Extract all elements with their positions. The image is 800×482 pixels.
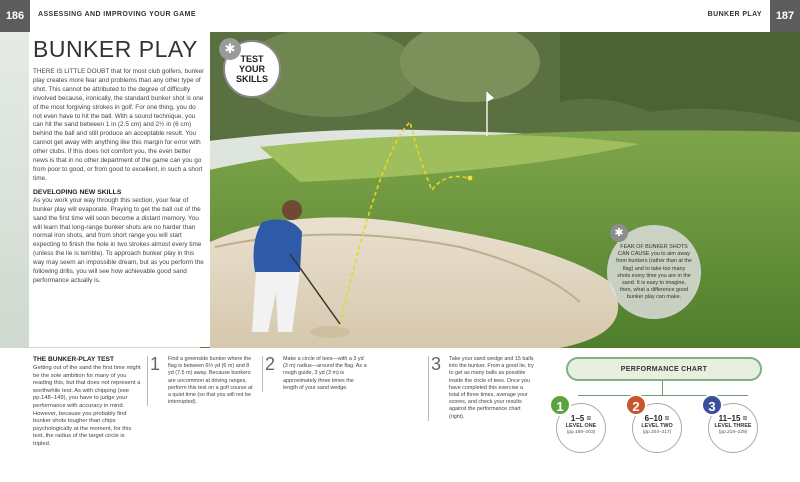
chart-connector bbox=[662, 381, 663, 395]
level-pages: (pp.218–229) bbox=[718, 430, 748, 435]
badge-line-1: TEST bbox=[240, 54, 264, 64]
performance-chart-title bbox=[566, 357, 762, 381]
test-heading: THE BUNKER-PLAY TEST bbox=[33, 356, 114, 363]
level-pages: (pp.204–217) bbox=[642, 430, 672, 435]
step-3 bbox=[428, 356, 534, 421]
step-text: Make a circle of tees—with a 3 yd (3 m) radius—around the flag. As a rough guide, 3 yd (3 m) is approximately three times the length of your sand wedge. bbox=[283, 356, 367, 391]
level-number-badge: 3 bbox=[701, 394, 723, 416]
step-text: Find a greenside bunker where the flag is between 6⅔ yd (6 m) and 8 yd (7.5 m) away. Because bunkers are uncommon at driving ranges, perform this test on a golf course at a quiet time (so that you will not be interrupted). bbox=[168, 356, 253, 406]
page-header bbox=[0, 0, 800, 32]
level-range: 6–10 = bbox=[644, 414, 670, 423]
bottom-section bbox=[0, 348, 800, 482]
level-three-circle bbox=[708, 399, 758, 453]
intro-panel bbox=[29, 32, 210, 347]
performance-chart-label: PERFORMANCE CHART bbox=[620, 365, 708, 373]
right-page-number: 187 bbox=[770, 0, 800, 32]
level-pages: (pp.188–203) bbox=[566, 430, 596, 435]
step-2 bbox=[262, 356, 368, 392]
step-text: Take your sand wedge and 15 balls into the bunker. From a good lie, try to get as many balls as possible inside the circle of tees. Once you have completed this exercise a total of three times, average your scores, and check your results against the performance chart (right). bbox=[449, 356, 534, 420]
badge-line-2: YOUR bbox=[238, 64, 265, 74]
test-text: Getting out of the sand the first time might be the sole ambition for many of you reading this, but that does not represent a worthwhile test. As with chipping (see pp.148–149), you have to judge your performance with accuracy in mind. However, because you probably find bunker shots tougher than chips psychologically at the moment, for this test, the radius of the target circle is tripled. bbox=[33, 365, 141, 447]
asterisk-icon: ✱ bbox=[219, 38, 241, 60]
bunker-play-test bbox=[33, 356, 143, 449]
test-your-skills-badge bbox=[223, 40, 281, 98]
level-name: LEVEL TWO bbox=[641, 423, 673, 429]
step-1 bbox=[147, 356, 253, 406]
level-name: LEVEL ONE bbox=[565, 423, 597, 429]
asterisk-icon: ✱ bbox=[610, 224, 628, 242]
level-name: LEVEL THREE bbox=[714, 423, 752, 429]
level-two-circle bbox=[632, 399, 682, 453]
right-running-title: BUNKER PLAY bbox=[707, 11, 762, 18]
step-number: 2 bbox=[265, 354, 276, 374]
skills-paragraph: As you work your way through this section, your fear of bunker play will evaporate. Praying to get the ball out of the sand the first time will soon become a distant memory. You will learn that long-range bunker shots are no harder than normal iron shots, and from short range you will start expecting to finish the hole in two strokes almost every time (unless the lie is terrible). To approach bunker play in this way may seem an impossible dream, but as you perform the following drills, you will see how achievable good sand performance actually is. bbox=[33, 196, 204, 284]
badge-line-3: SKILLS bbox=[235, 74, 268, 84]
level-range: 1–5 = bbox=[570, 414, 592, 423]
left-page-number: 186 bbox=[0, 0, 30, 32]
left-running-title: ASSESSING AND IMPROVING YOUR GAME bbox=[38, 11, 196, 18]
step-number: 1 bbox=[150, 354, 161, 374]
level-one-circle bbox=[556, 399, 606, 453]
section-subhead: DEVELOPING NEW SKILLS bbox=[33, 188, 122, 196]
level-number-badge: 1 bbox=[549, 394, 571, 416]
intro-paragraph: THERE IS LITTLE DOUBT that for most club golfers, bunker play creates more fear and problems than any other type of shot. This cannot be attributed to the degree of difficulty involved because, ironically, the standard bunker shot is one of the most forgiving strokes in golf. For one thing, you do not even have to hit the ball. With a sound technique, you can hit the sand between 1 in (2.5 cm) and 2½ in (6 cm) behind the ball and still produce an acceptable result. You cannot get away with anything like this margin for error with other clubs. If this does not comfort you, the even better news is that in no other department of the game can you go from poor to good, or from good to excellent, in such a short time. bbox=[33, 68, 205, 182]
step-number: 3 bbox=[431, 354, 442, 374]
page-title: BUNKER PLAY bbox=[33, 36, 198, 62]
tip-lead: FEAR OF BUNKER SHOTS bbox=[620, 244, 688, 250]
level-number-badge: 2 bbox=[625, 394, 647, 416]
tip-text: CAN CAUSE you to aim away from bunkers (rather than at the flag) and to take too many shots every time you are in the sand. It is easy to imagine, then, what a difference good bunker play can make. bbox=[616, 251, 692, 301]
tip-bubble bbox=[607, 225, 701, 319]
chart-connector bbox=[578, 395, 748, 396]
level-range: 11–15 = bbox=[718, 414, 748, 423]
